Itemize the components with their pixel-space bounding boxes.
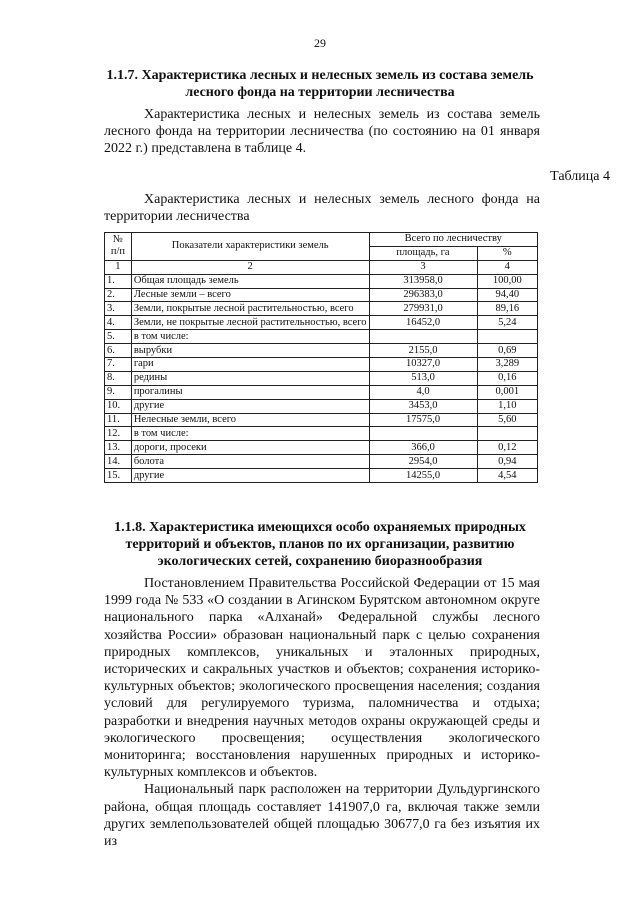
row-number-cell: 11. [105,413,132,427]
indicator-cell: Земли, покрытые лесной растительностью, всего [131,302,369,316]
body-text: Характеристика лесных и нелесных земель из состава земель лесного фонда на территории лесничества (по состоянию на 01 января 2022 г.) представлена в таблице 4. [104,107,540,157]
area-cell: 10327,0 [369,358,477,372]
indicator-cell: дороги, просеки [131,441,369,455]
percent-cell: 89,16 [477,302,538,316]
row-number-cell: 15. [105,469,132,483]
area-cell: 313958,0 [369,274,477,288]
percent-cell: 94,40 [477,288,538,302]
area-cell: 279931,0 [369,302,477,316]
section-paragraph [104,106,540,158]
percent-cell: 5,60 [477,413,538,427]
row-number-cell: 6. [105,344,132,358]
area-cell: 296383,0 [369,288,477,302]
area-cell: 17575,0 [369,413,477,427]
indicator-cell: редины [131,371,369,385]
area-cell: 14255,0 [369,469,477,483]
row-number-cell: 8. [105,371,132,385]
index-cell: 2 [131,260,369,274]
table-row [105,469,538,483]
indicator-cell: в том числе: [131,330,369,344]
percent-cell: 100,00 [477,274,538,288]
area-cell: 2954,0 [369,455,477,469]
percent-cell: 0,001 [477,385,538,399]
indicator-cell: другие [131,399,369,413]
table-row [105,385,538,399]
land-characteristics-table [104,232,538,483]
area-cell [369,330,477,344]
header-area: площадь, га [369,246,477,260]
heading-line: 1.1.7. Характеристика лесных и нелесных земель из состава земель [106,68,534,83]
table-row [105,371,538,385]
indicator-cell: в том числе: [131,427,369,441]
row-number-cell: 13. [105,441,132,455]
row-number-cell: 9. [105,385,132,399]
indicator-cell: Земли, не покрытые лесной растительностью, всего [131,316,369,330]
percent-cell [477,427,538,441]
row-number-cell: 5. [105,330,132,344]
index-cell: 4 [477,260,538,274]
table-row [105,455,538,469]
table-row [105,427,538,441]
area-cell [369,427,477,441]
row-number-cell: 4. [105,316,132,330]
heading-line: экологических сетей, сохранению биоразнообразия [157,554,483,569]
row-number-cell: 3. [105,302,132,316]
table-row [105,330,538,344]
percent-cell: 0,69 [477,344,538,358]
percent-cell: 4,54 [477,469,538,483]
heading-line: лесного фонда на территории лесничества [185,85,455,100]
area-cell: 2155,0 [369,344,477,358]
percent-cell: 5,24 [477,316,538,330]
section-heading-1-1-7 [104,67,536,101]
percent-cell [477,330,538,344]
indicator-cell: вырубки [131,344,369,358]
percent-cell: 1,10 [477,399,538,413]
percent-cell: 0,12 [477,441,538,455]
table-row [105,344,538,358]
table-label: Таблица 4 [550,169,610,184]
table-row [105,399,538,413]
table-index-row [105,260,538,274]
table-body [105,260,538,482]
row-number-cell: 12. [105,427,132,441]
indicator-cell: прогалины [131,385,369,399]
area-cell: 366,0 [369,441,477,455]
header-total: Всего по лесничеству [369,233,538,247]
area-cell: 4,0 [369,385,477,399]
heading-line: территорий и объектов, планов по их организации, развитию [125,537,515,552]
table-row [105,316,538,330]
section-body [104,575,540,850]
index-cell: 1 [105,260,132,274]
header-number-line: № [112,234,123,246]
indicator-cell: гари [131,358,369,372]
indicator-cell: Общая площадь земель [131,274,369,288]
indicator-cell: болота [131,455,369,469]
table-header-row [105,233,538,247]
table-caption: Характеристика лесных и нелесных земель лесного фонда на территории лесничества [104,192,540,225]
area-cell: 16452,0 [369,316,477,330]
row-number-cell: 14. [105,455,132,469]
indicator-cell: Лесные земли – всего [131,288,369,302]
row-number-cell: 10. [105,399,132,413]
area-cell: 3453,0 [369,399,477,413]
index-cell: 3 [369,260,477,274]
header-indicator: Показатели характеристики земель [131,233,369,261]
table-row [105,302,538,316]
section-heading-1-1-8 [104,519,536,570]
header-percent: % [477,246,538,260]
table-row [105,413,538,427]
area-cell: 513,0 [369,371,477,385]
row-number-cell: 7. [105,358,132,372]
indicator-cell: другие [131,469,369,483]
header-number-line: п/п [110,246,125,258]
percent-cell: 0,16 [477,371,538,385]
table-caption-block [104,191,540,225]
row-number-cell: 2. [105,288,132,302]
header-number-cell [105,233,132,261]
table-row [105,288,538,302]
body-text: Национальный парк расположен на территории Дульдургинского района, общая площадь составляет 141907,0 га, включая также земли других землепользователей общей площадью 30677,0 га без изъятия их из [104,782,540,850]
table-row [105,441,538,455]
table-row [105,274,538,288]
heading-line: 1.1.8. Характеристика имеющихся особо охраняемых природных [114,520,526,535]
table-row [105,358,538,372]
indicator-cell: Нелесные земли, всего [131,413,369,427]
page-number: 29 [314,36,326,50]
body-text: Постановлением Правительства Российской Федерации от 15 мая 1999 года № 533 «О создании в Агинском Бурятском автономном округе национального парка «Алханай» Федеральной службы лесного хозяйства России» образован национальный парк с целью сохранения природных комплексов, уникальных и эталонных природных, исторических и сакральных участков и объектов; сохранения историко-культурных объектов; экологического просвещения населения; создания условий для регулируемого туризма, паломничества и отдыха; разработки и внедрения научных методов охраны окружающей среды и экологического просвещения; осуществления экологического мониторинга; восстановления нарушенных природных и историко-культурных комплексов и объектов. [104,576,540,781]
percent-cell: 0,94 [477,455,538,469]
percent-cell: 3,289 [477,358,538,372]
row-number-cell: 1. [105,274,132,288]
